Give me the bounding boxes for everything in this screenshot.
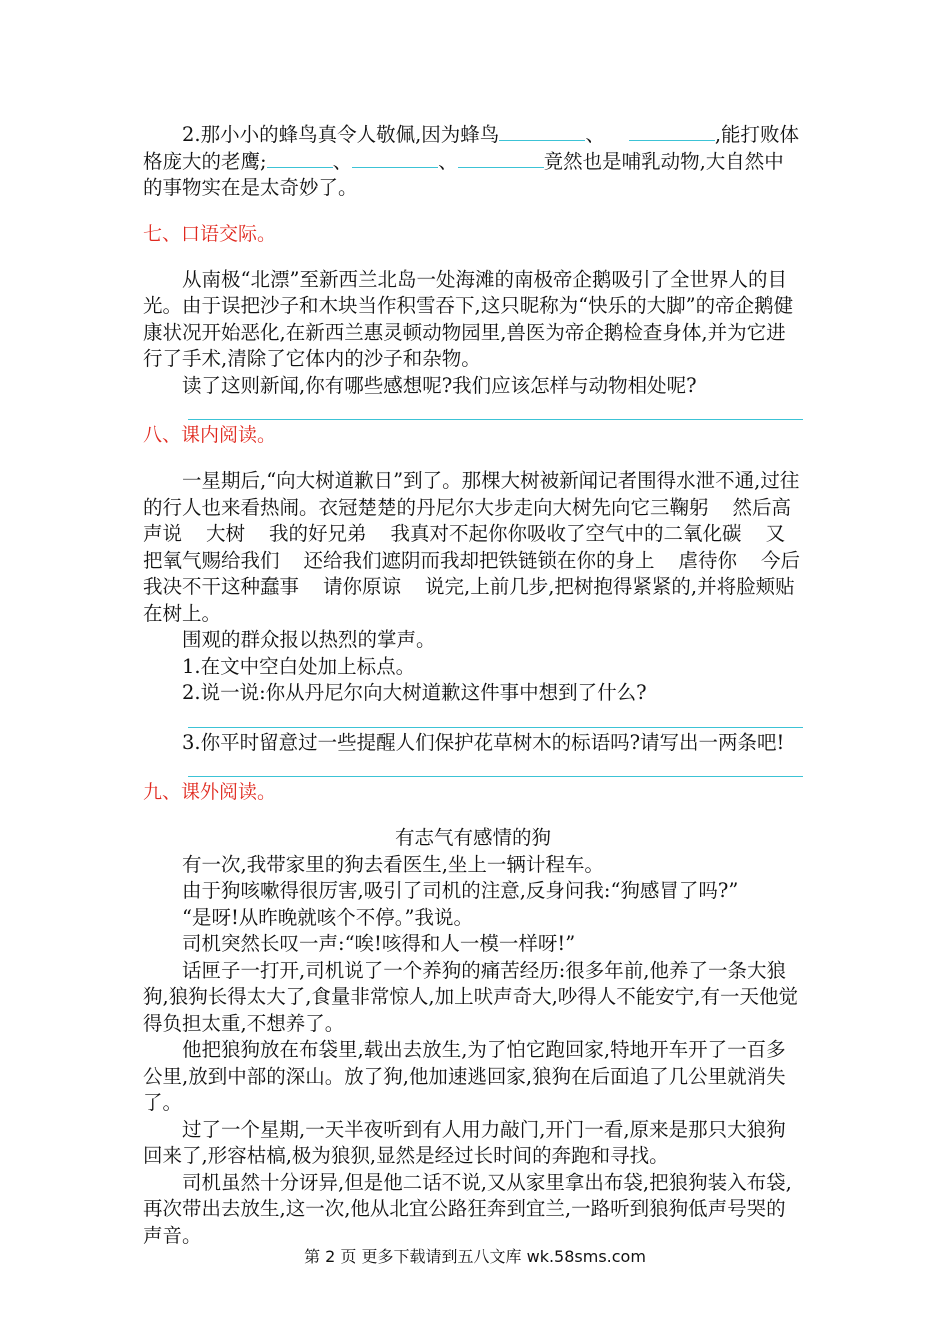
answer-blank[interactable] xyxy=(499,122,585,141)
answer-line[interactable] xyxy=(188,756,803,777)
reading-passage: 一星期后,“向大树道歉日”到了。那棵大树被新闻记者围得水泄不通,过往的行人也来看热闹。衣冠楚楚的丹尼尔大步走向大树先向它三鞠躬 然后高声说 大树 我的好兄弟 我真对不起你你吸收了空气中的二氧化碳 又把氧气赐给我们 还给我们遮阴而我却把铁链锁在你的身上 虐待你 今后我决不干这种蠢事 请你原谅 说完,上前几步,把树抱得紧紧的,并将脸颊贴在树上。 xyxy=(143,469,801,625)
story-paragraph: 由于狗咳嗽得很厉害,吸引了司机的注意,反身问我:“狗感冒了吗?” xyxy=(182,879,739,902)
section-9-heading: 九、课外阅读。 xyxy=(143,781,277,803)
answer-blank[interactable] xyxy=(352,149,438,168)
story-paragraph: 话匣子一打开,司机说了一个养狗的痛苦经历:很多年前,他养了一条大狼狗,狼狗长得太大了,食量非常惊人,加上吠声奇大,吵得人不能安宁,有一天他觉得负担太重,不想养了。 xyxy=(143,958,798,1035)
section-7-heading: 七、口语交际。 xyxy=(143,222,277,245)
story-paragraph: 司机突然长叹一声:“唉!咳得和人一模一样呀!” xyxy=(182,932,576,955)
story-paragraph: 有一次,我带家里的狗去看医生,坐上一辆计程车。 xyxy=(182,852,604,876)
answer-line[interactable] xyxy=(188,707,803,728)
answer-line[interactable] xyxy=(188,399,803,420)
answer-blank[interactable] xyxy=(458,149,544,168)
page-footer: 第 2 页 更多下载请到五八文库 wk.58sms.com xyxy=(304,1247,646,1266)
worksheet-page xyxy=(143,122,803,1249)
story-paragraph: “是呀!从昨晚就咳个不停。”我说。 xyxy=(182,905,474,929)
question-3: 3.你平时留意过一些提醒人们保护花草树木的标语吗?请写出一两条吧! xyxy=(182,730,785,754)
story-title: 有志气有感情的狗 xyxy=(394,826,551,849)
answer-blank[interactable] xyxy=(267,149,333,168)
question-1: 1.在文中空白处加上标点。 xyxy=(182,654,416,678)
question-2: 2.说一说:你从丹尼尔向大树道歉这件事中想到了什么? xyxy=(182,681,647,704)
story-paragraph: 他把狼狗放在布袋里,载出去放生,为了怕它跑回家,特地开车开了一百多公里,放到中部的深山。放了狗,他加速逃回家,狼狗在后面追了几公里就消失了。 xyxy=(143,1038,786,1114)
news-paragraph: 从南极“北漂”至新西兰北岛一处海滩的南极帝企鹅吸引了全世界人的目光。由于误把沙子和木块当作积雪吞下,这只昵称为“快乐的大脚”的帝企鹅健康状况开始恶化,在新西兰惠灵顿动物园里,兽医为帝企鹅检查身体,并为它进行了手术,清除了它体内的沙子和杂物。 xyxy=(143,267,794,370)
passage-ending: 围观的群众报以热烈的掌声。 xyxy=(182,628,436,651)
story-paragraph: 过了一个星期,一天半夜听到有人用力敲门,开门一看,原来是那只大狼狗回来了,形容枯槁,极为狼狈,显然是经过长时间的奔跑和寻找。 xyxy=(143,1117,786,1167)
story-paragraph: 司机虽然十分讶异,但是他二话不说,又从家里拿出布袋,把狼狗装入布袋,再次带出去放生,这一次,他从北宜公路狂奔到宜兰,一路听到狼狗低声号哭的声音。 xyxy=(143,1170,792,1247)
section-8-heading: 八、课内阅读。 xyxy=(143,424,277,446)
answer-blank[interactable] xyxy=(629,122,715,141)
fill-in-question-2: 2.那小小的蜂鸟真令人敬佩,因为蜂鸟 、 ,能打败体格庞大的老鹰; 、 、 竟然也是哺乳动物,大自然中的事物实在是太奇妙了。 xyxy=(143,123,800,199)
question-text: 读了这则新闻,你有哪些感想呢?我们应该怎样与动物相处呢? xyxy=(182,373,697,397)
